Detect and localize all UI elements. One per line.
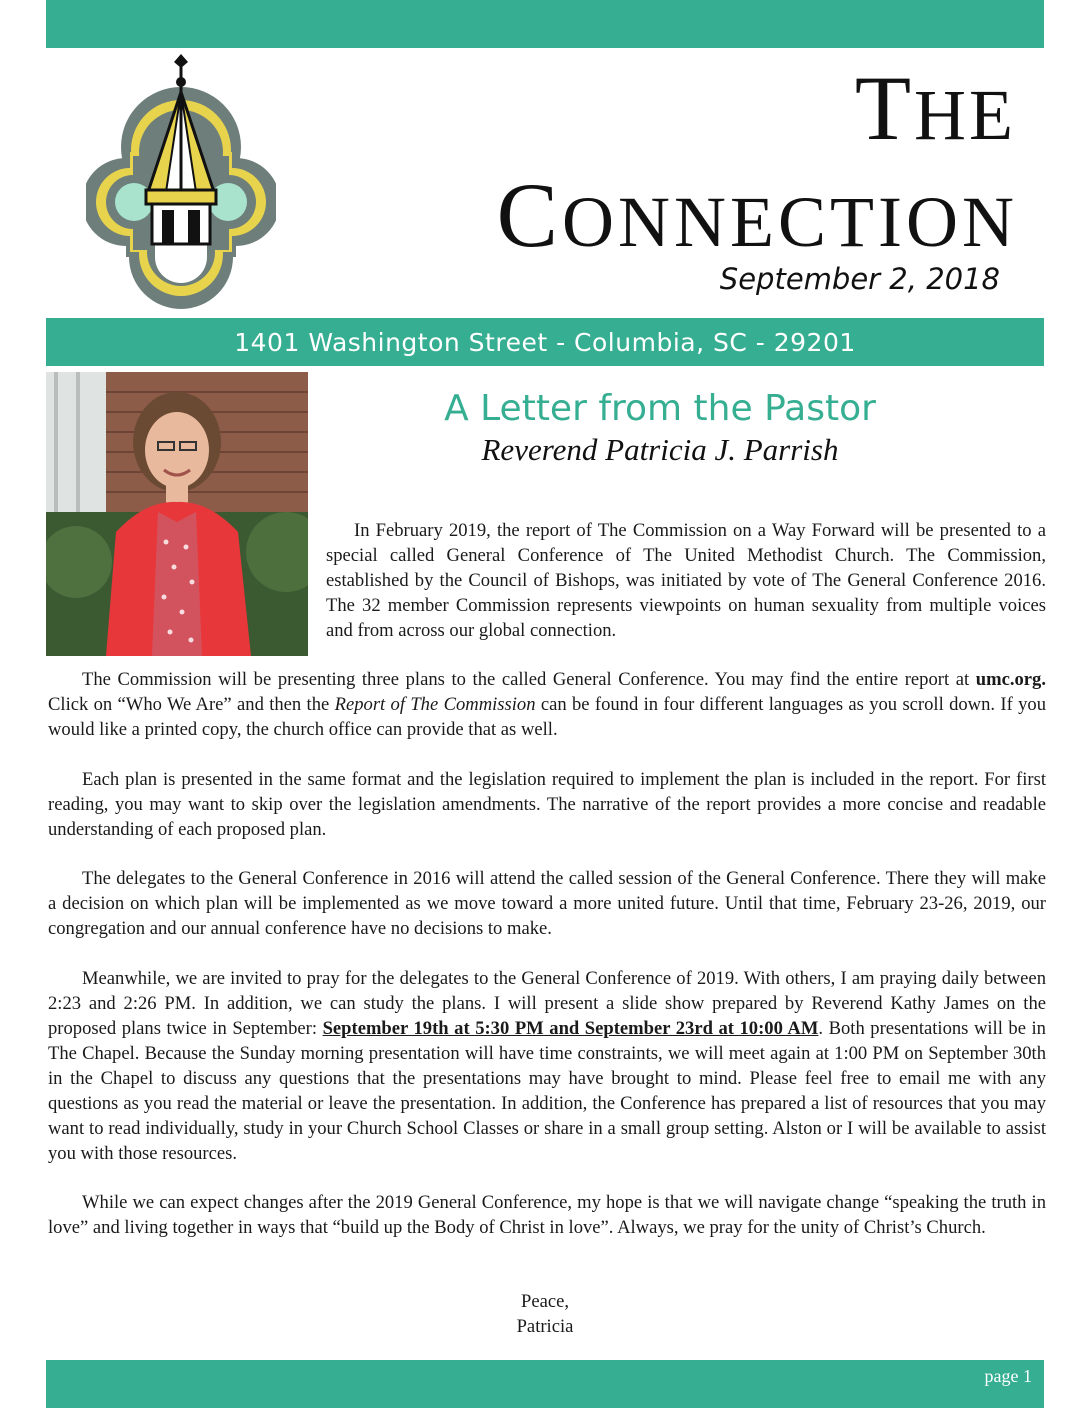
p1-report-title: Report of The Commission [334,694,536,715]
presentation-dates: September 19th at 5:30 PM and September 23rd at 10:00 AM [322,1017,819,1039]
paragraph-2: Each plan is presented in the same format and the legislation required to implement the plan is included in the report. For first reading, you may want to skip over the legislation amendments. The narrative of the report provides a more concise and readable understanding of each proposed plan. [48,768,1046,840]
address-bar [46,318,1044,366]
p1-text-c: can be found in four different languages as you scroll down. If you would like a printed copy, the church office can provide that as well. [48,694,1046,740]
closing-block [420,1289,670,1339]
church-address: 1401 Washington Street - Columbia, SC - 29201 [234,328,856,357]
page-number: page 1 [984,1366,1032,1386]
umc-link[interactable]: umc.org. [975,669,1046,690]
closing-salutation: Peace, [520,1291,569,1312]
intro-paragraph: In February 2019, the report of The Commission on a Way Forward will be presented to a special called General Conference of The United Methodist Church. The Commission, established by the Council of Bishops, was initiated by vote of The General Conference 2016. The 32 member Commission represents viewpoints on human sexuality from multiple voices and from across our global connection. [326,520,1046,641]
p4-text-b: . Both presentations will be in The Chapel. Because the Sunday morning presentation will have time constraints, we will meet again at 1:00 PM on September 30th in the Chapel to discuss any questions that the presentations may have brought to mind. Please feel free to email me with any questions as you read the material or leave the presentation. In addition, the Conference has prepared a list of resources that you may want to read individually, study in your Church School Classes or share in a small group setting. Alston or I will be available to assist you with those resources. [48,1017,1046,1164]
closing-signature: Patricia [516,1316,574,1337]
paragraph-1 [48,667,1046,742]
bottom-color-bar [46,1360,1044,1408]
pastor-portrait-image [46,372,308,656]
paragraph-4 [48,966,1046,1166]
paragraph-5: While we can expect changes after the 2019 General Conference, my hope is that we will navigate change “speaking the truth in love” and living together in ways that “build up the Body of Christ in love”. Always, we pray for the unity of Christ’s Church. [48,1192,1046,1238]
masthead-the: THE [854,57,1016,159]
church-steeple-logo [86,52,276,314]
article-body [48,667,1046,1265]
article-title: A Letter from the Pastor [444,388,876,429]
p1-text-a: The Commission will be presenting three plans to the called General Conference. You may find the entire report at [82,669,976,690]
pastor-photo [46,372,308,656]
top-color-bar [46,0,1044,48]
issue-date: September 2, 2018 [719,262,1000,296]
p1-text-b: Click on “Who We Are” and then the [48,694,335,715]
masthead-connection: CONNECTION [496,164,1018,266]
article-author: Reverend Patricia J. Parrish [481,432,839,467]
paragraph-3: The delegates to the General Conference in 2016 will attend the called session of the General Conference. There they will make a decision on which plan will be implemented as we move toward a more united future. Until that time, February 23-26, 2019, our congregation and our annual conference have no decisions to make. [48,868,1046,939]
p4-text-a: Meanwhile, we are invited to pray for the delegates to the General Conference of 2019. With others, I am praying daily between 2:23 and 2:26 PM. In addition, we can study the plans. I will present a slide show prepared by Reverend Kathy James on the proposed plans twice in September: [48,967,1046,1039]
